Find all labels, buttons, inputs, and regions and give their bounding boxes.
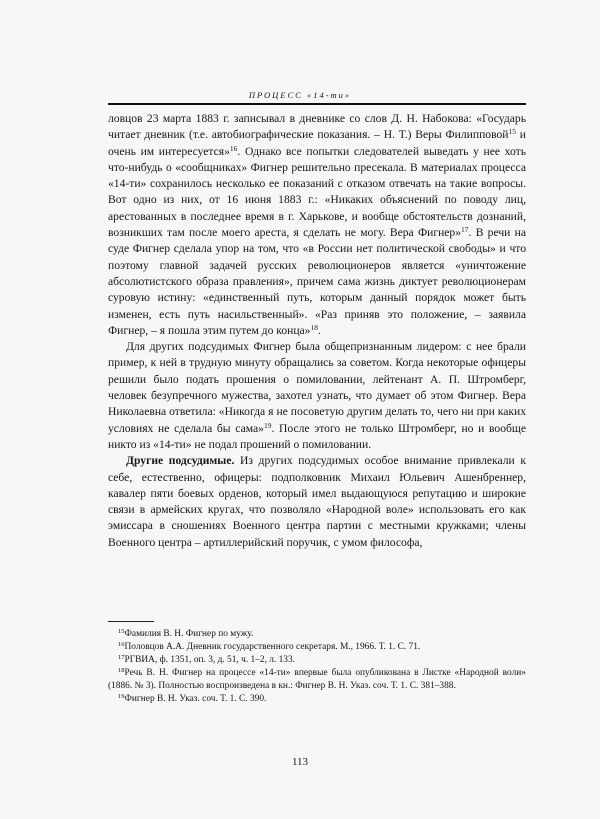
footnote-ref[interactable]: 16 <box>229 143 238 153</box>
footnote: $^{18}$Речь В. Н. Фигнер на процессе «14-ти» впервые была опубликована в Листке «Народной воли» (1886. № 3). Полностью воспроизведена в кн.: Фигнер В. Н. Указ. соч. Т. 1. С. 381–388. <box>108 666 526 691</box>
footnote-ref[interactable]: 18 <box>310 322 318 332</box>
header-rule <box>108 103 526 105</box>
main-text <box>108 111 526 551</box>
paragraph: ловцов 23 марта 1883 г. записывал в дневнике со слов Д. Н. Набокова: «Государь читает дневник (т.е. автобиографические показания. – Н. Т.) Веры Филипповой$^{15}$ и очень им интересуется»$^{16}$. Однако все попытки следователей выведать у нее хоть что-нибудь о «сообщниках» Фигнер решительно пресекала. В материалах процесса «14-ти» сохранилось несколько ее показаний с отказом отвечать на такие вопросы. Вот одно из них, от 16 июня 1883 г.: «Никаких объяснений по поводу лиц, арестованных в последнее время в г. Харькове, и вообще обстоятельств дознаний, возникших там после моего ареста, я сделать не могу. Вера Фигнер»$^{17}$. В речи на суде Фигнер сделала упор на том, что «в России нет политической свободы» и что поэтому главной задачей русских революционеров является «уничтожение абсолютистского образа правления», причем сама жизнь диктует революционерам суровую истину: «единственный путь, которым данный порядок может быть изменен, есть путь насильственный». «Раз приняв это положение, – заявила Фигнер, – я пошла этим путем до конца»$^{18}$. <box>108 112 526 337</box>
footnote-ref[interactable]: 15 <box>508 127 516 137</box>
section-heading: Другие подсудимые. <box>126 454 235 468</box>
footnote: $^{17}$РГВИА, ф. 1351, оп. 3, д. 51, ч. 1–2, л. 133. <box>118 653 296 665</box>
footnote: $^{15}$Фамилия В. Н. Фигнер по мужу. <box>118 628 254 639</box>
paragraph: Другие подсудимые. Из других подсудимых особое внимание привлекали к себе, естественно, офицеры: подполковник Михаил Юльевич Ашенбреннер, кавалер пяти боевых орденов, который имел выдающуюся репутацию и широкие связи в армейских кругах, что позволяло «Народной воле» использовать его как эмиссара в сношениях Военного центра партии с местными кружками; члены Военного центра – артиллерийский поручик, с умом философа, <box>108 454 526 549</box>
footnote-ref[interactable]: 19 <box>263 420 272 430</box>
footnote: $^{16}$Половцов А.А. Дневник государственного секретаря. М., 1966. Т. 1. С. 71. <box>118 640 421 652</box>
footnote: $^{19}$Фигнер В. Н. Указ. соч. Т. 1. С. 390. <box>118 692 267 704</box>
page-number: 113 <box>291 756 309 768</box>
footnote-divider <box>108 621 154 622</box>
paragraph: Для других подсудимых Фигнер была общепризнанным лидером: с нее брали пример, к ней в трудную минуту обращались за советом. Когда некоторые офицеры решили было подать прошения о помиловании, лейтенант А. П. Штромберг, человек безупречного мужества, захотел узнать, что думает об этом Фигнер. Вера Николаевна ответила: «Никогда я не посоветую другим делать то, чего ни при каких условиях не сделала бы сама»$^{19}$. После этого не только Штромберг, но и вообще никто из «14-ти» не подал прошений о помиловании. <box>108 340 526 451</box>
footnote-ref[interactable]: 17 <box>461 225 469 235</box>
footnotes <box>108 628 526 705</box>
running-head: ПРОЦЕСС «14-ти» <box>248 90 352 100</box>
